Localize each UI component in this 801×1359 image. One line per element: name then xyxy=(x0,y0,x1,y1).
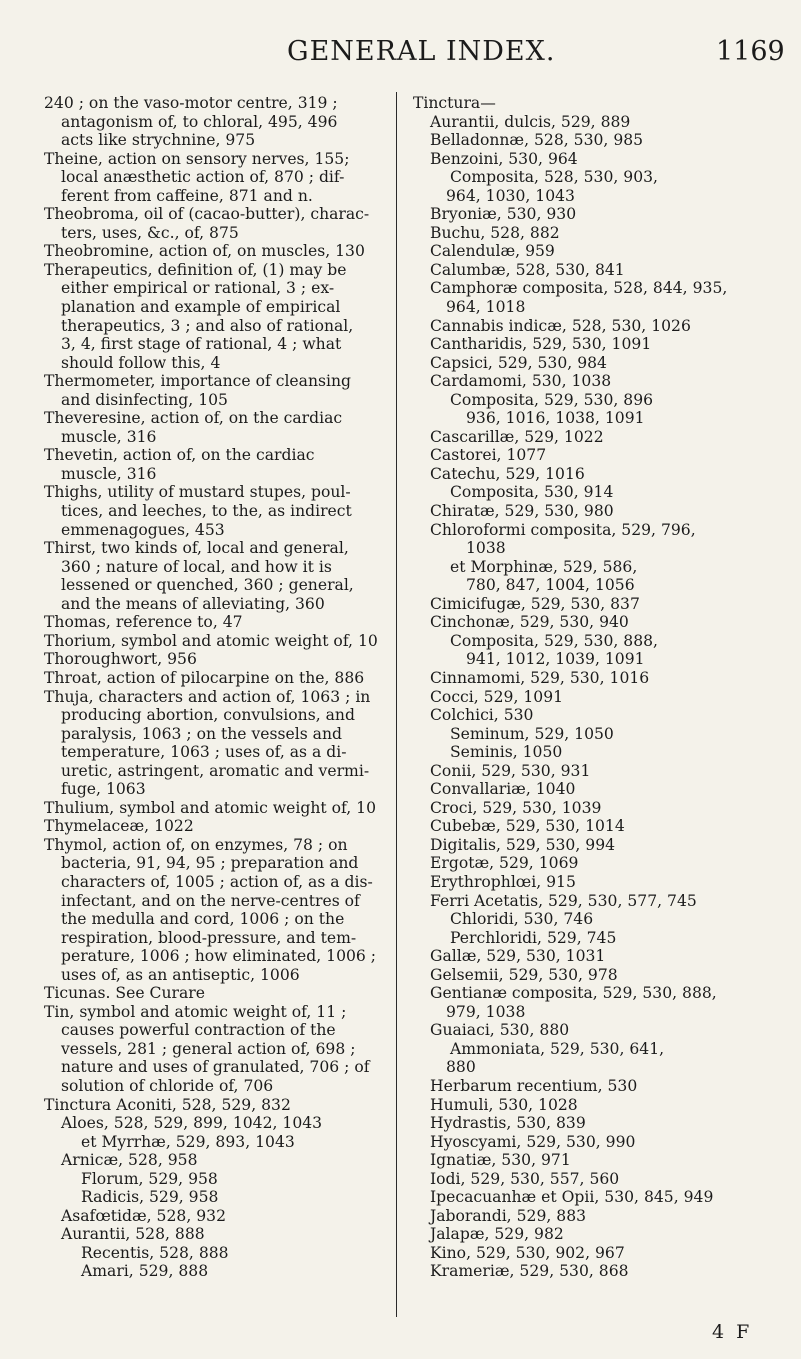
index-entry-line: Calendulæ, 959 xyxy=(430,242,555,261)
index-entry-line: Florum, 529, 958 xyxy=(81,1169,218,1188)
index-entry-line: acts like strychnine, 975 xyxy=(61,131,256,150)
index-entry-line: solution of chloride of, 706 xyxy=(61,1076,274,1095)
index-entry-line: Throat, action of pilocarpine on the, 886 xyxy=(44,668,365,687)
index-entry-line: Thorium, symbol and atomic weight of, 10 xyxy=(44,631,378,650)
index-entry-line: Chiratæ, 529, 530, 980 xyxy=(430,502,614,521)
index-entry-line: Ammoniata, 529, 530, 641, xyxy=(450,1039,665,1058)
index-entry-line: 941, 1012, 1039, 1091 xyxy=(466,650,645,669)
index-entry-line: Chloridi, 530, 746 xyxy=(450,910,594,929)
index-entry-line: Kino, 529, 530, 902, 967 xyxy=(430,1243,625,1262)
index-entry-line: 964, 1018 xyxy=(446,298,526,317)
index-entry-line: Tinctura Aconiti, 528, 529, 832 xyxy=(44,1095,291,1114)
index-entry-line: Thighs, utility of mustard stupes, poul- xyxy=(44,483,351,502)
index-entry-line: Aloes, 528, 529, 899, 1042, 1043 xyxy=(61,1114,323,1133)
index-entry-line: Calumbæ, 528, 530, 841 xyxy=(430,260,625,279)
index-entry-line: antagonism of, to chloral, 495, 496 xyxy=(61,112,338,131)
index-entry-line: and the means of alleviating, 360 xyxy=(61,594,325,613)
index-entry-line: Catechu, 529, 1016 xyxy=(430,464,585,483)
index-entry-line: planation and example of empirical xyxy=(61,298,341,317)
index-entry-line: Benzoini, 530, 964 xyxy=(430,149,578,168)
page-number: 1169 xyxy=(716,36,785,67)
index-entry-line: Aurantii, 528, 888 xyxy=(61,1225,205,1244)
index-entry-line: ferent from caffeine, 871 and n. xyxy=(61,186,313,205)
index-entry-line: Thermometer, importance of cleansing xyxy=(44,372,352,391)
index-entry-line: lessened or quenched, 360 ; general, xyxy=(61,576,354,595)
index-entry-line: respiration, blood-pressure, and tem- xyxy=(61,928,357,947)
index-entry-line: Buchu, 528, 882 xyxy=(430,223,560,242)
index-entry-line: Bryoniæ, 530, 930 xyxy=(430,205,577,224)
index-entry-line: Belladonnæ, 528, 530, 985 xyxy=(430,131,644,150)
index-column-left xyxy=(44,94,384,1281)
index-entry-line: Tin, symbol and atomic weight of, 11 ; xyxy=(44,1002,347,1021)
index-entry-line: Seminis, 1050 xyxy=(450,743,563,762)
index-entry-line: 360 ; nature of local, and how it is xyxy=(61,557,332,576)
index-entry-line: Thymelaceæ, 1022 xyxy=(44,817,194,836)
index-entry-line: Thymol, action of, on enzymes, 78 ; on xyxy=(44,835,348,854)
index-entry-line: 780, 847, 1004, 1056 xyxy=(466,576,635,595)
index-entry-line: Thomas, reference to, 47 xyxy=(44,613,243,632)
index-entry-line: Ticunas. See Curare xyxy=(44,984,205,1003)
index-entry-line: Ergotæ, 529, 1069 xyxy=(430,854,579,873)
index-entry-line: Theine, action on sensory nerves, 155; xyxy=(44,149,350,168)
index-entry-line: Cubebæ, 529, 530, 1014 xyxy=(430,817,625,836)
index-entry-line: vessels, 281 ; general action of, 698 ; xyxy=(61,1039,356,1058)
index-entry-line: Thevetin, action of, on the cardiac xyxy=(44,446,315,465)
index-entry-line: 979, 1038 xyxy=(446,1002,526,1021)
index-entry-line: ters, uses, &c., of, 875 xyxy=(61,223,239,242)
index-entry-line: Cascarillæ, 529, 1022 xyxy=(430,427,604,446)
running-title: GENERAL INDEX. xyxy=(287,36,556,67)
index-entry-line: Colchici, 530 xyxy=(430,706,534,725)
index-entry-line: paralysis, 1063 ; on the vessels and xyxy=(61,724,343,743)
index-entry-line: Ipecacuanhæ et Opii, 530, 845, 949 xyxy=(430,1188,714,1207)
index-entry-line: bacteria, 91, 94, 95 ; preparation and xyxy=(61,854,359,873)
index-entry-line: Capsici, 529, 530, 984 xyxy=(430,353,607,372)
index-entry-line: 964, 1030, 1043 xyxy=(446,186,575,205)
index-entry-line: Cinchonæ, 529, 530, 940 xyxy=(430,613,629,632)
index-entry-line: 880 xyxy=(446,1058,476,1077)
index-entry-line: producing abortion, convulsions, and xyxy=(61,706,355,725)
index-entry-line: uretic, astringent, aromatic and vermi- xyxy=(61,761,370,780)
index-entry-line: Radicis, 529, 958 xyxy=(81,1188,219,1207)
index-entry-line: Theobromine, action of, on muscles, 130 xyxy=(44,242,365,261)
index-entry-line: Asafœtidæ, 528, 932 xyxy=(61,1206,226,1225)
index-entry-line: Thuja, characters and action of, 1063 ; in xyxy=(44,687,371,706)
index-entry-line: therapeutics, 3 ; and also of rational, xyxy=(61,316,354,335)
index-entry-line: Jaborandi, 529, 883 xyxy=(430,1206,587,1225)
index-entry-line: uses of, as an antiseptic, 1006 xyxy=(61,965,300,984)
index-entry-line: Aurantii, dulcis, 529, 889 xyxy=(430,112,631,131)
index-entry-line: either empirical or rational, 3 ; ex- xyxy=(61,279,335,298)
index-entry-line: et Morphinæ, 529, 586, xyxy=(450,557,638,576)
index-entry-line: Cinnamomi, 529, 530, 1016 xyxy=(430,668,650,687)
index-entry-line: nature and uses of granulated, 706 ; of xyxy=(61,1058,370,1077)
index-entry-line: 1038 xyxy=(466,539,506,558)
index-entry-line: Thoroughwort, 956 xyxy=(44,650,197,669)
index-entry-line: Arnicæ, 528, 958 xyxy=(61,1151,198,1170)
index-entry-line: emmenagogues, 453 xyxy=(61,520,225,539)
page-header xyxy=(0,36,801,76)
index-entry-line: Erythrophlœi, 915 xyxy=(430,872,576,891)
index-entry-line: infectant, and on the nerve-centres of xyxy=(61,891,360,910)
index-entry-line: Seminum, 529, 1050 xyxy=(450,724,614,743)
index-entry-line: Croci, 529, 530, 1039 xyxy=(430,798,602,817)
index-entry-line: perature, 1006 ; how eliminated, 1006 ; xyxy=(61,947,377,966)
index-entry-line: local anæsthetic action of, 870 ; dif- xyxy=(61,168,345,187)
index-entry-line: tices, and leeches, to the, as indirect xyxy=(61,502,352,521)
index-entry-line: Gentianæ composita, 529, 530, 888, xyxy=(430,984,717,1003)
index-entry-line: Thirst, two kinds of, local and general, xyxy=(44,539,349,558)
index-entry-line: Cantharidis, 529, 530, 1091 xyxy=(430,335,652,354)
index-entry-line: Amari, 529, 888 xyxy=(81,1262,209,1281)
column-divider xyxy=(396,92,397,1317)
index-entry-line: characters of, 1005 ; action of, as a dis- xyxy=(61,872,373,891)
index-entry-line: temperature, 1063 ; uses of, as a di- xyxy=(61,743,347,762)
index-entry-line: the medulla and cord, 1006 ; on the xyxy=(61,910,345,929)
index-entry-line: Composita, 530, 914 xyxy=(450,483,614,502)
index-entry-line: Cannabis indicæ, 528, 530, 1026 xyxy=(430,316,691,335)
index-entry-line: Perchloridi, 529, 745 xyxy=(450,928,617,947)
index-entry-line: Theobroma, oil of (cacao-butter), charac- xyxy=(44,205,370,224)
index-entry-line: Composita, 529, 530, 888, xyxy=(450,631,659,650)
signature-mark: 4 F xyxy=(712,1321,753,1343)
index-entry-line: muscle, 316 xyxy=(61,464,157,483)
index-entry-line: Gelsemii, 529, 530, 978 xyxy=(430,965,618,984)
index-entry-line: Gallæ, 529, 530, 1031 xyxy=(430,947,606,966)
index-entry-line: causes powerful contraction of the xyxy=(61,1021,336,1040)
index-entry-line: Hydrastis, 530, 839 xyxy=(430,1114,586,1133)
index-entry-line: Cocci, 529, 1091 xyxy=(430,687,564,706)
index-entry-line: Digitalis, 529, 530, 994 xyxy=(430,835,616,854)
index-entry-line: et Myrrhæ, 529, 893, 1043 xyxy=(81,1132,295,1151)
index-entry-line: Hyoscyami, 529, 530, 990 xyxy=(430,1132,636,1151)
index-entry-line: Composita, 529, 530, 896 xyxy=(450,390,654,409)
index-entry-line: Herbarum recentium, 530 xyxy=(430,1076,638,1095)
index-entry-line: and disinfecting, 105 xyxy=(61,390,228,409)
index-column-right xyxy=(413,94,763,1281)
index-entry-line: fuge, 1063 xyxy=(61,780,146,799)
index-entry-line: Castorei, 1077 xyxy=(430,446,547,465)
index-entry-line: should follow this, 4 xyxy=(61,353,221,372)
index-entry-line: Convallariæ, 1040 xyxy=(430,780,576,799)
index-entry-line: Recentis, 528, 888 xyxy=(81,1243,229,1262)
index-entry-line: Therapeutics, definition of, (1) may be xyxy=(44,260,347,279)
index-entry-line: Composita, 528, 530, 903, xyxy=(450,168,659,187)
index-entry-line: Chloroformi composita, 529, 796, xyxy=(430,520,696,539)
index-entry-line: Guaiaci, 530, 880 xyxy=(430,1021,570,1040)
index-entry-line: Ignatiæ, 530, 971 xyxy=(430,1151,571,1170)
index-entry-line: Ferri Acetatis, 529, 530, 577, 745 xyxy=(430,891,697,910)
index-entry-line: Iodi, 529, 530, 557, 560 xyxy=(430,1169,620,1188)
index-entry-line: Jalapæ, 529, 982 xyxy=(430,1225,564,1244)
index-entry-line: Cimicifugæ, 529, 530, 837 xyxy=(430,594,640,613)
index-entry-line: 936, 1016, 1038, 1091 xyxy=(466,409,645,428)
index-entry-line: Conii, 529, 530, 931 xyxy=(430,761,591,780)
index-entry-line: muscle, 316 xyxy=(61,427,157,446)
index-entry-line: Cardamomi, 530, 1038 xyxy=(430,372,612,391)
index-entry-line: Krameriæ, 529, 530, 868 xyxy=(430,1262,629,1281)
index-entry-line: 3, 4, first stage of rational, 4 ; what xyxy=(61,335,342,354)
index-entry-line: Camphoræ composita, 528, 844, 935, xyxy=(430,279,728,298)
index-entry-line: 240 ; on the vaso-motor centre, 319 ; xyxy=(44,94,338,112)
index-entry-line: Humuli, 530, 1028 xyxy=(430,1095,578,1114)
index-entry-line: Thulium, symbol and atomic weight of, 10 xyxy=(44,798,376,817)
index-entry-line: Tinctura— xyxy=(413,94,496,112)
index-entry-line: Theveresine, action of, on the cardiac xyxy=(44,409,343,428)
